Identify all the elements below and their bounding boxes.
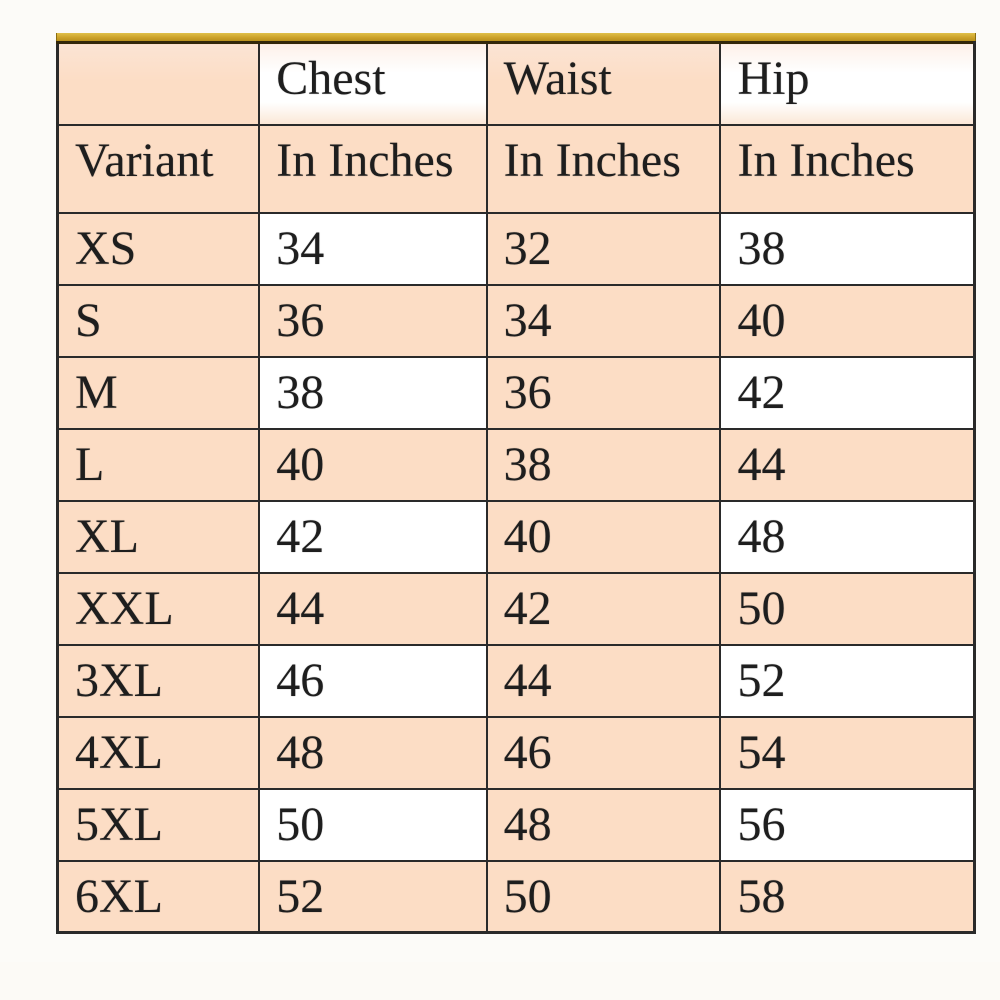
column-header-chest: Chest: [259, 43, 486, 125]
variant-cell-xxl: XXL: [58, 573, 260, 645]
table-subheader-row: [58, 125, 975, 213]
measurement-cell: 50: [487, 861, 721, 933]
measurement-cell: 44: [259, 573, 486, 645]
variant-cell-l: L: [58, 429, 260, 501]
table-row: [58, 861, 975, 933]
measurement-cell: 34: [487, 285, 721, 357]
measurement-cell: 34: [259, 213, 486, 285]
table-row: [58, 213, 975, 285]
table-header-row: [58, 43, 975, 125]
measurement-cell: 54: [720, 717, 974, 789]
measurement-cell: 40: [487, 501, 721, 573]
measurement-cell: 50: [259, 789, 486, 861]
measurement-cell: 50: [720, 573, 974, 645]
measurement-cell: 32: [487, 213, 721, 285]
unit-subheader-cell: In Inches: [259, 125, 486, 213]
table-row: [58, 501, 975, 573]
size-chart-body: [58, 213, 975, 933]
variant-cell-xl: XL: [58, 501, 260, 573]
gold-accent-band: [56, 33, 976, 41]
measurement-cell: 42: [487, 573, 721, 645]
unit-subheader-cell: In Inches: [487, 125, 721, 213]
measurement-cell: 38: [487, 429, 721, 501]
measurement-cell: 40: [259, 429, 486, 501]
measurement-cell: 40: [720, 285, 974, 357]
variant-cell-xs: XS: [58, 213, 260, 285]
page-footer-whitespace: [0, 962, 1000, 1000]
measurement-cell: 36: [487, 357, 721, 429]
size-chart-container: [56, 33, 976, 934]
measurement-cell: 42: [720, 357, 974, 429]
table-row: [58, 357, 975, 429]
measurement-cell: 38: [720, 213, 974, 285]
measurement-cell: 48: [259, 717, 486, 789]
measurement-cell: 38: [259, 357, 486, 429]
table-row: [58, 429, 975, 501]
measurement-cell: 36: [259, 285, 486, 357]
table-row: [58, 645, 975, 717]
variant-cell-m: M: [58, 357, 260, 429]
unit-subheader-cell: In Inches: [720, 125, 974, 213]
table-row: [58, 789, 975, 861]
measurement-cell: 48: [487, 789, 721, 861]
measurement-cell: 52: [259, 861, 486, 933]
size-chart-table: [56, 41, 976, 934]
measurement-cell: 46: [487, 717, 721, 789]
measurement-cell: 48: [720, 501, 974, 573]
variant-cell-4xl: 4XL: [58, 717, 260, 789]
measurement-cell: 46: [259, 645, 486, 717]
table-row: [58, 573, 975, 645]
variant-cell-s: S: [58, 285, 260, 357]
variant-cell-3xl: 3XL: [58, 645, 260, 717]
measurement-cell: 52: [720, 645, 974, 717]
measurement-cell: 56: [720, 789, 974, 861]
variant-cell-5xl: 5XL: [58, 789, 260, 861]
variant-cell-6xl: 6XL: [58, 861, 260, 933]
measurement-cell: 58: [720, 861, 974, 933]
measurement-cell: 44: [720, 429, 974, 501]
table-row: [58, 285, 975, 357]
corner-blank-cell: [58, 43, 260, 125]
table-row: [58, 717, 975, 789]
column-header-waist: Waist: [487, 43, 721, 125]
column-header-hip: Hip: [720, 43, 974, 125]
measurement-cell: 42: [259, 501, 486, 573]
measurement-cell: 44: [487, 645, 721, 717]
variant-header-cell: Variant: [58, 125, 260, 213]
size-chart-head: [58, 43, 975, 213]
